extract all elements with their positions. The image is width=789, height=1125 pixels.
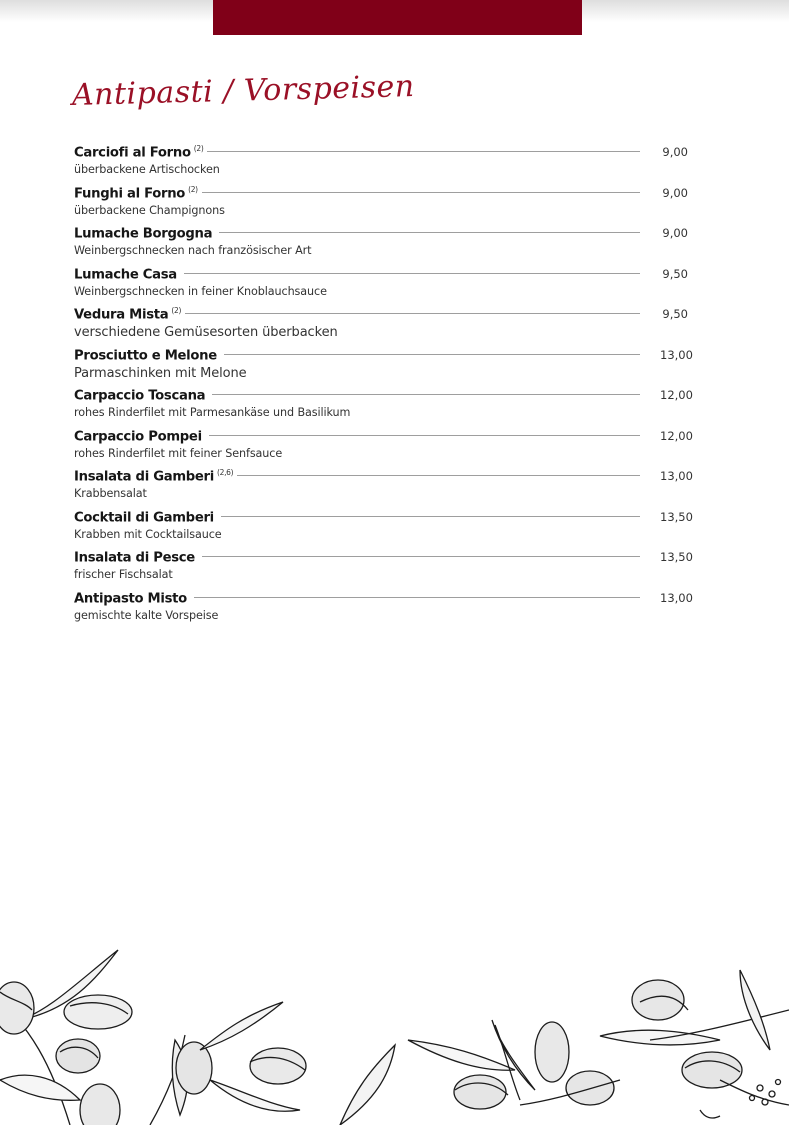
section-title: Antipasti / Vorspeisen: [71, 69, 416, 113]
item-price: 13,50: [660, 550, 693, 565]
item-description: rohes Rinderfilet mit feiner Senfsauce: [74, 446, 283, 460]
menu-item: [74, 185, 688, 226]
item-description: gemischte kalte Vorspeise: [74, 608, 219, 622]
item-name: Vedura Mista $^{(2)}$: [74, 306, 182, 323]
olive-branch-icon: [0, 940, 789, 1125]
menu-item: [74, 549, 693, 590]
menu-item: [74, 590, 693, 631]
item-price: 9,50: [662, 266, 688, 281]
item-price: 13,00: [660, 347, 693, 362]
dotted-leader: [219, 232, 640, 233]
item-note: (2): [193, 144, 204, 153]
item-name: Carpaccio Toscana: [74, 388, 206, 404]
menu-item: [74, 428, 693, 469]
item-name: Lumache Borgogna: [74, 226, 213, 242]
menu-item: [74, 144, 688, 185]
item-name: Lumache Casa: [74, 266, 177, 282]
item-price: 12,00: [660, 428, 693, 443]
item-note: (2,6): [216, 468, 234, 477]
dotted-leader: [212, 394, 640, 395]
item-price: 9,50: [662, 307, 688, 322]
item-description: überbackene Champignons: [74, 203, 225, 217]
item-description: Weinbergschnecken in feiner Knoblauchsauce: [74, 284, 327, 298]
item-description: rohes Rinderfilet mit Parmesankäse und Basilikum: [74, 406, 351, 419]
menu-list: [74, 144, 693, 630]
dotted-leader: [224, 354, 640, 355]
item-price: 9,00: [662, 226, 688, 241]
item-note: (2): [171, 306, 182, 315]
item-price: 13,00: [660, 469, 693, 484]
menu-item: [74, 306, 688, 347]
dotted-leader: [221, 516, 640, 517]
item-name: Antipasto Misto: [74, 590, 187, 606]
item-price: 9,00: [662, 145, 688, 160]
menu-item: [74, 468, 693, 509]
item-price: 9,00: [662, 185, 688, 200]
item-description: frischer Fischsalat: [74, 568, 173, 581]
item-description: Parmaschinken mit Melone: [74, 365, 247, 381]
menu-item: [74, 509, 693, 550]
item-description: überbackene Artischocken: [74, 163, 220, 176]
menu-item: [74, 347, 693, 388]
dotted-leader: [207, 151, 640, 152]
item-name: Insalata di Gamberi $^{(2,6)}$: [74, 468, 234, 485]
item-note: (2): [188, 184, 198, 194]
dotted-leader: [202, 556, 640, 557]
item-description: Krabbensalat: [74, 487, 147, 500]
item-description: Krabben mit Cocktailsauce: [74, 527, 222, 541]
dotted-leader: [202, 192, 640, 193]
dotted-leader: [194, 597, 640, 598]
item-description: verschiedene Gemüsesorten überbacken: [74, 325, 338, 340]
menu-item: [74, 225, 688, 266]
item-name: Funghi al Forno $^{(2)}$: [74, 184, 198, 201]
item-name: Carciofi al Forno $^{(2)}$: [74, 144, 204, 161]
menu-item: [74, 387, 693, 428]
item-price: 13,00: [660, 590, 693, 605]
header-band: [213, 0, 582, 35]
dotted-leader: [185, 313, 640, 314]
item-name: Carpaccio Pompei: [74, 428, 202, 444]
item-name: Insalata di Pesce: [74, 550, 195, 566]
item-price: 13,50: [660, 509, 693, 524]
item-name: Cocktail di Gamberi: [74, 509, 214, 525]
dotted-leader: [237, 475, 640, 476]
dotted-leader: [184, 273, 640, 274]
item-price: 12,00: [660, 388, 693, 403]
dotted-leader: [209, 435, 640, 436]
item-name: Prosciutto e Melone: [74, 347, 217, 363]
item-description: Weinbergschnecken nach französischer Art: [74, 244, 312, 257]
menu-item: [74, 266, 688, 307]
